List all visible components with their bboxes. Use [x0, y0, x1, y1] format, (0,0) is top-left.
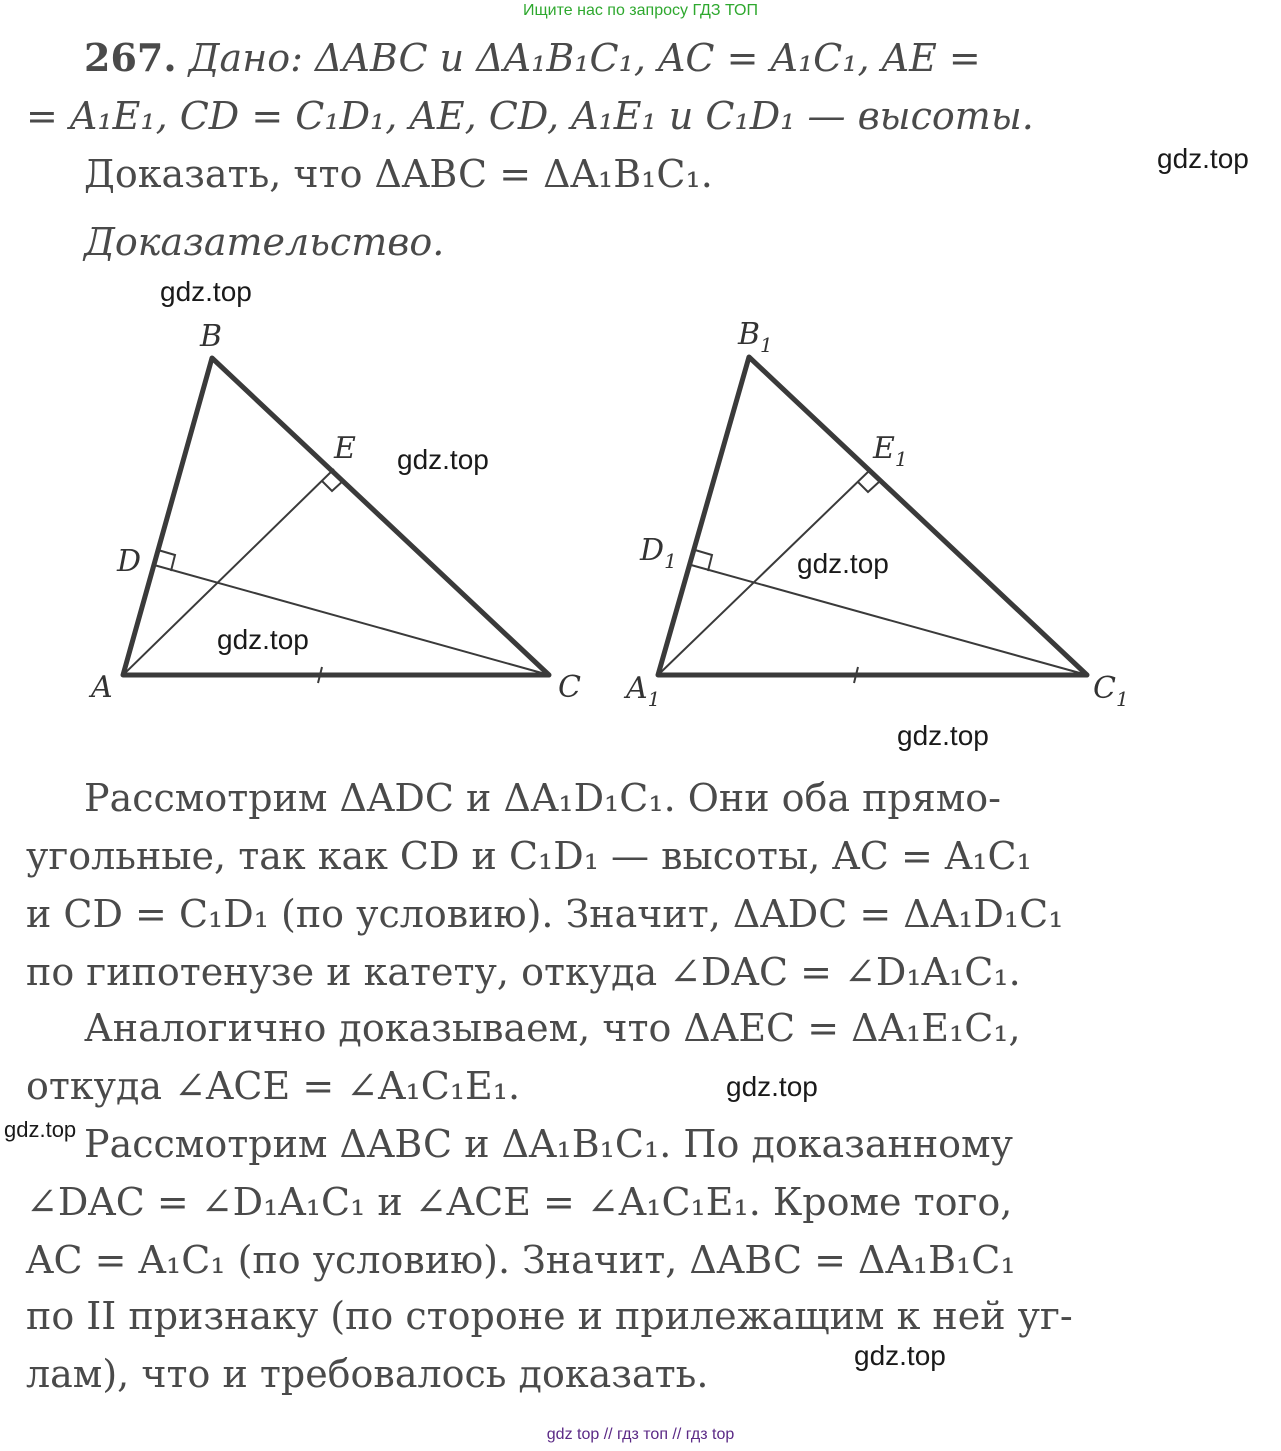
footer: gdz top // гдз топ // гдз top [546, 1426, 735, 1443]
label-c: C [558, 670, 581, 705]
given-line-2: = A₁E₁, CD = C₁D₁, AE, CD, A₁E₁ и C₁D₁ — высоты. [26, 94, 1034, 138]
watermark: gdz.top [160, 276, 252, 307]
paragraph1-line3: и CD = C₁D₁ (по условию). Значит, ΔADC = ΔA₁D₁C₁ [26, 892, 1064, 936]
watermark: gdz.top [4, 1117, 77, 1142]
label-e1: $E_1$ [873, 431, 908, 471]
watermark: gdz.top [217, 624, 309, 655]
paragraph2-line1: Аналогично доказываем, что ΔAEC = ΔA₁E₁C₁, [84, 1006, 1021, 1050]
paragraph3-line2: ∠DAC = ∠D₁A₁C₁ и ∠ACE = ∠A₁C₁E₁. Кроме того, [26, 1180, 1013, 1224]
label-b1: $B_1$ [738, 317, 773, 357]
triangle-abc [88, 319, 581, 705]
given-text-1: ΔABC и ΔA₁B₁C₁, AC = A₁C₁, AE = [315, 36, 981, 80]
paragraph2-line2: откуда ∠ACE = ∠A₁C₁E₁. [26, 1064, 521, 1108]
watermark: gdz.top [797, 548, 889, 579]
label-c1: $C_1$ [1093, 671, 1129, 711]
triangle-a1b1c1 [623, 317, 1129, 711]
paragraph1-line2: угольные, так как CD и C₁D₁ — высоты, AC = A₁C₁ [26, 834, 1032, 878]
triangles-figure [0, 300, 1281, 740]
label-a: A [91, 670, 113, 705]
watermark: gdz.top [854, 1340, 946, 1371]
top-banner: Ищите нас по запросу ГДЗ ТОП [523, 2, 758, 19]
given-label: Дано: [188, 36, 303, 80]
paragraph1-line1: Рассмотрим ΔADC и ΔA₁D₁C₁. Они оба прямо- [84, 776, 1002, 820]
given-line-1 [84, 34, 981, 82]
label-a1: $A_1$ [626, 671, 661, 711]
label-d1: $D_1$ [640, 533, 677, 573]
paragraph3-line4: по II признаку (по стороне и прилежащим к ней уг- [26, 1294, 1073, 1338]
watermark: gdz.top [1157, 143, 1249, 174]
label-e: E [334, 431, 356, 466]
paragraph3-line5: лам), что и требовалось доказать. [26, 1352, 709, 1396]
problem-number: 267. [84, 35, 177, 80]
paragraph1-line4: по гипотенузе и катету, откуда ∠DAC = ∠D₁A₁C₁. [26, 950, 1021, 994]
prove-line: Доказать, что ΔABC = ΔA₁B₁C₁. [84, 152, 713, 196]
watermark: gdz.top [897, 720, 989, 751]
proof-heading: Доказательство. [84, 220, 445, 264]
paragraph3-line3: AC = A₁C₁ (по условию). Значит, ΔABC = ΔA₁B₁C₁ [26, 1238, 1016, 1282]
watermark: gdz.top [397, 444, 489, 475]
label-d: D [117, 544, 142, 579]
watermark: gdz.top [726, 1071, 818, 1102]
paragraph3-line1: Рассмотрим ΔABC и ΔA₁B₁C₁. По доказанному [84, 1122, 1013, 1166]
label-b: B [200, 319, 223, 354]
